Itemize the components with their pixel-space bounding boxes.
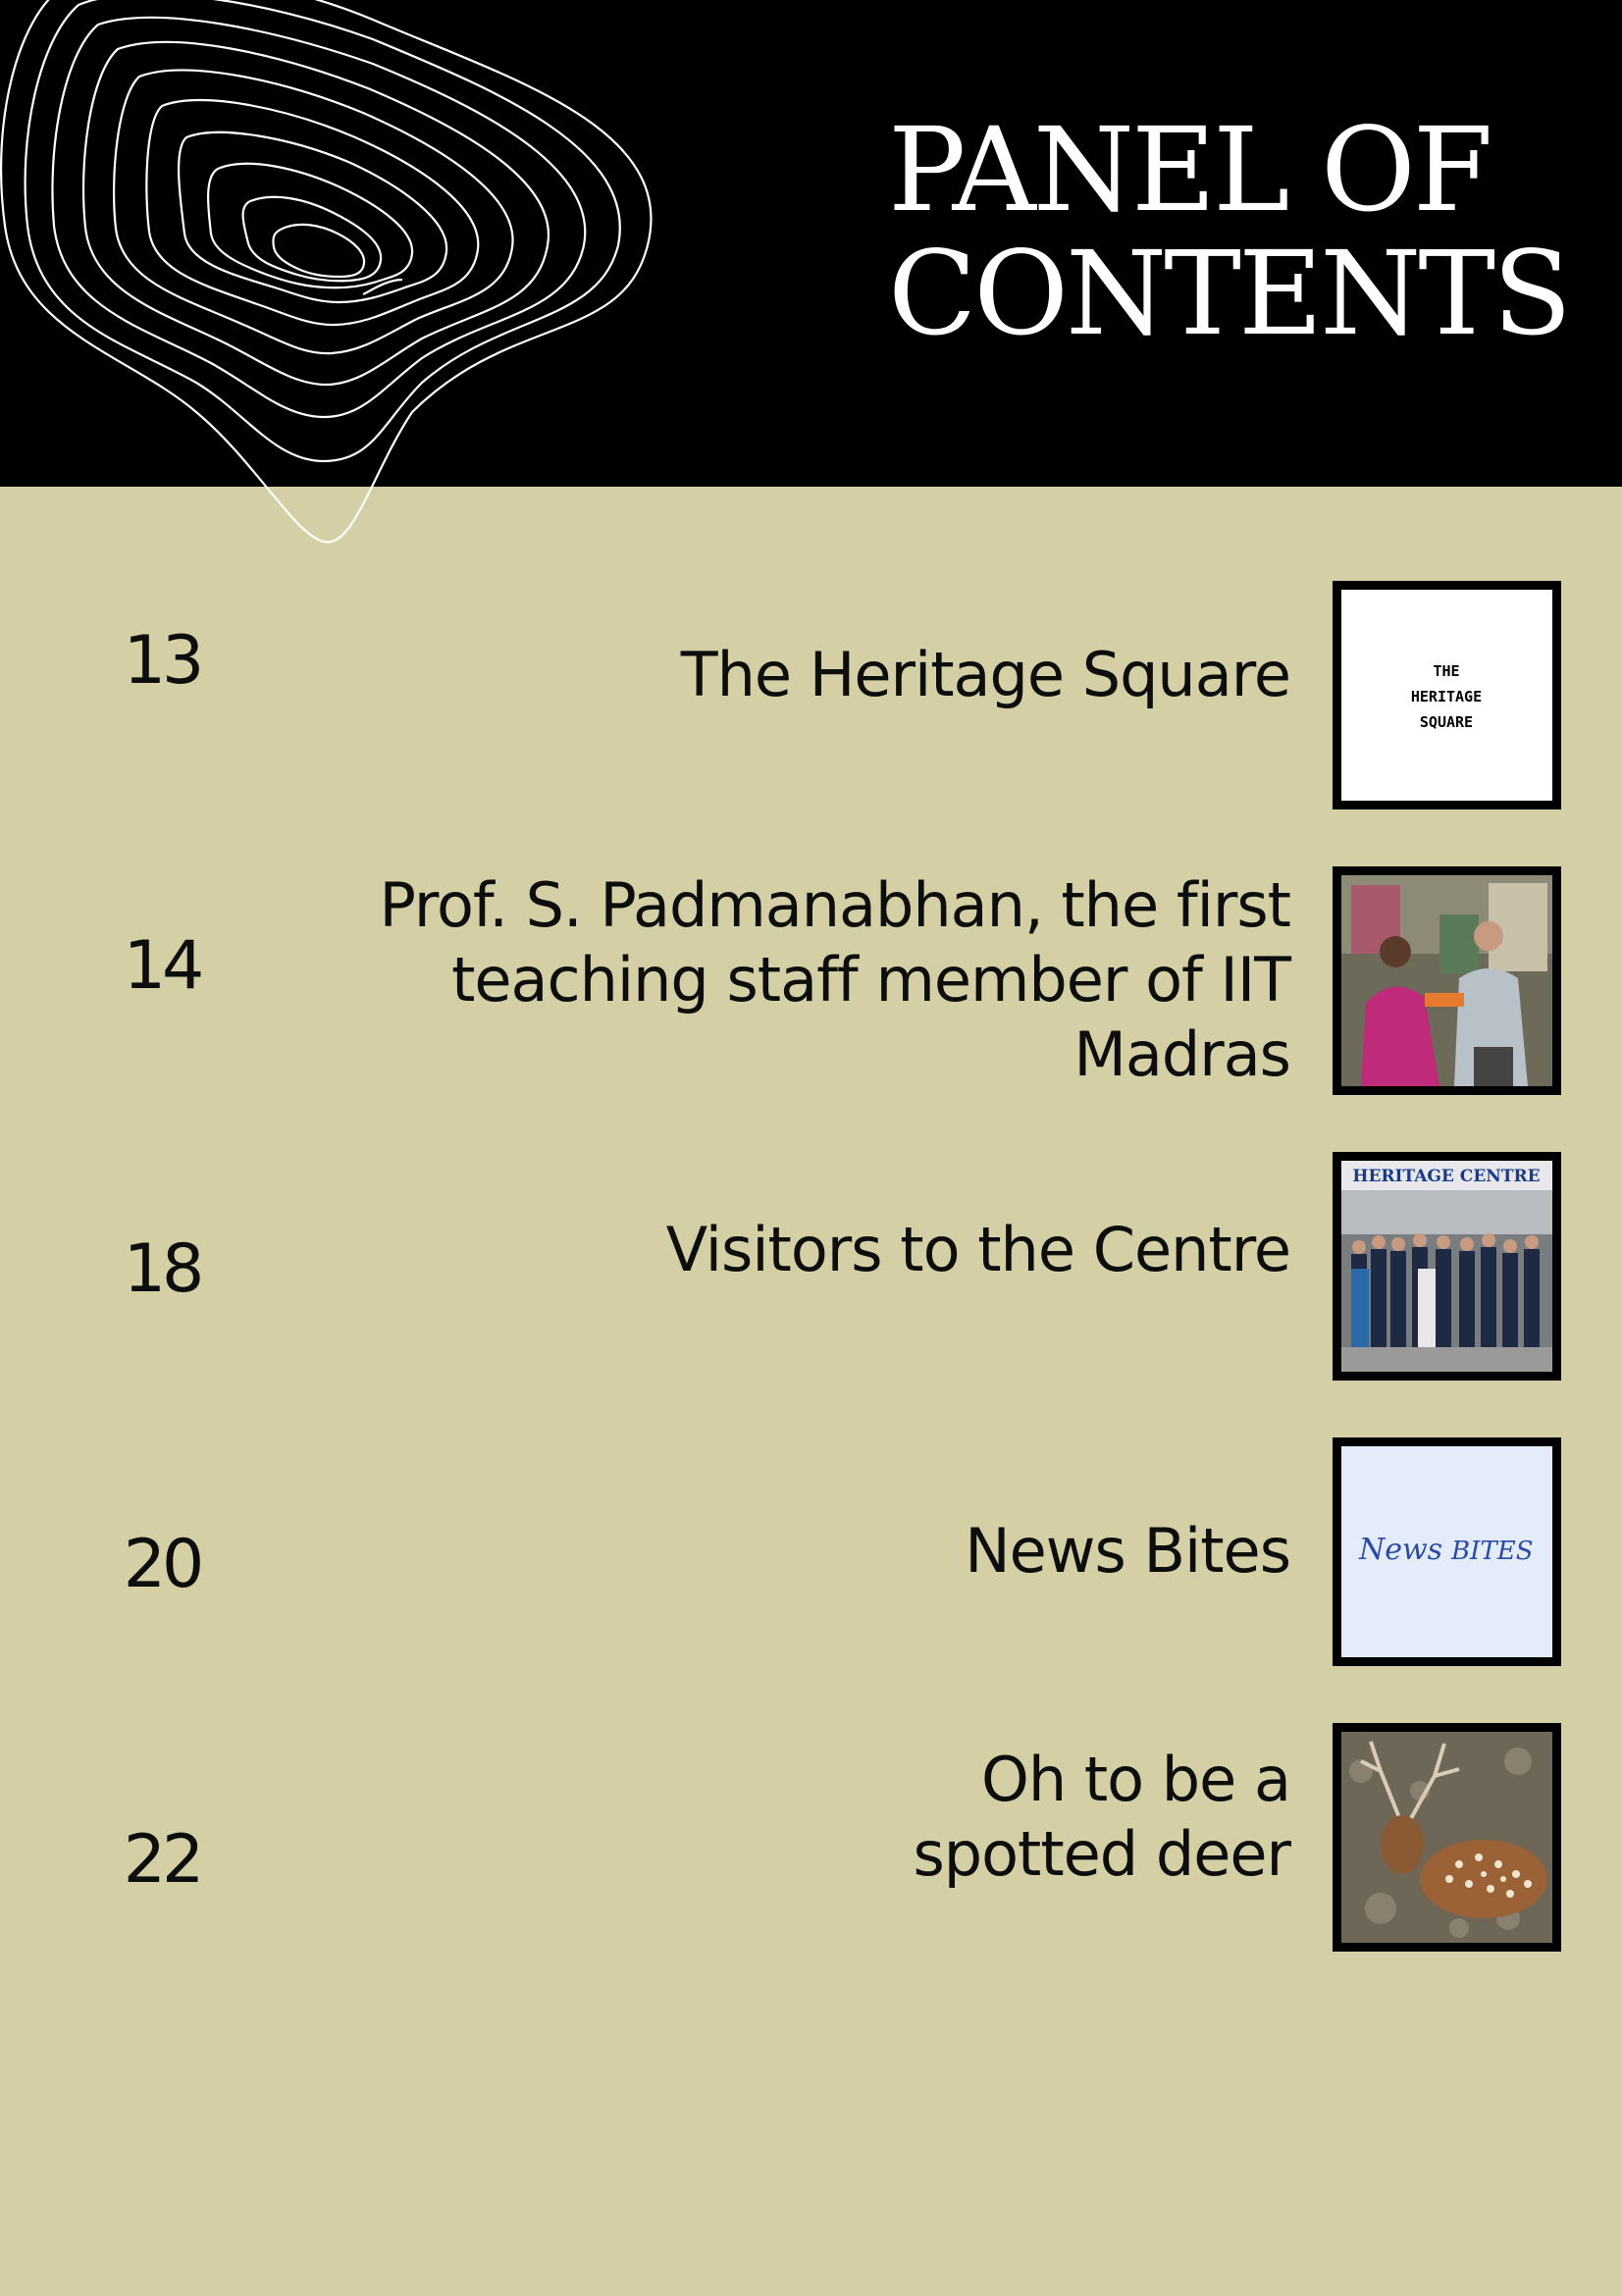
contour-rings-icon (0, 0, 687, 569)
toc-entry[interactable] (0, 1437, 1622, 1665)
entry-title: News Bites (965, 1515, 1290, 1587)
news-bites-logo-icon (1333, 1437, 1561, 1666)
page-number: 18 (123, 1230, 201, 1308)
page-number: 13 (123, 622, 201, 700)
toc-entry[interactable] (0, 1152, 1622, 1380)
toc-entry[interactable] (0, 581, 1622, 809)
group-photo-icon (1333, 1152, 1561, 1381)
spotted-deer-photo-icon (1333, 1723, 1561, 1952)
entry-title: Prof. S. Padmanabhan, the first teaching staff member of IIT Madras (379, 869, 1290, 1090)
page-title (888, 102, 1575, 361)
page-number: 20 (123, 1526, 201, 1603)
entry-title: Oh to be a spotted deer (913, 1744, 1290, 1890)
entry-title: The Heritage Square (680, 639, 1290, 710)
thumb-text: SQUARE (1419, 713, 1474, 731)
thumb-text: HERITAGE (1410, 688, 1483, 705)
header-band (0, 0, 1622, 487)
heritage-square-logo-icon (1333, 581, 1561, 809)
thumb-text: News (1359, 1533, 1443, 1567)
page-number: 22 (123, 1821, 201, 1899)
photo-two-people-icon (1333, 866, 1561, 1095)
thumb-text: THE (1433, 662, 1460, 680)
entry-title: Visitors to the Centre (665, 1214, 1290, 1285)
thumb-text: HERITAGE CENTRE (1352, 1167, 1541, 1186)
title-line-1: PANEL OF (888, 102, 1491, 237)
page-number: 14 (123, 927, 201, 1005)
toc-entry[interactable] (0, 866, 1622, 1094)
thumb-text: BITES (1451, 1537, 1534, 1566)
title-line-2: CONTENTS (888, 226, 1569, 361)
toc-entry[interactable] (0, 1723, 1622, 1951)
